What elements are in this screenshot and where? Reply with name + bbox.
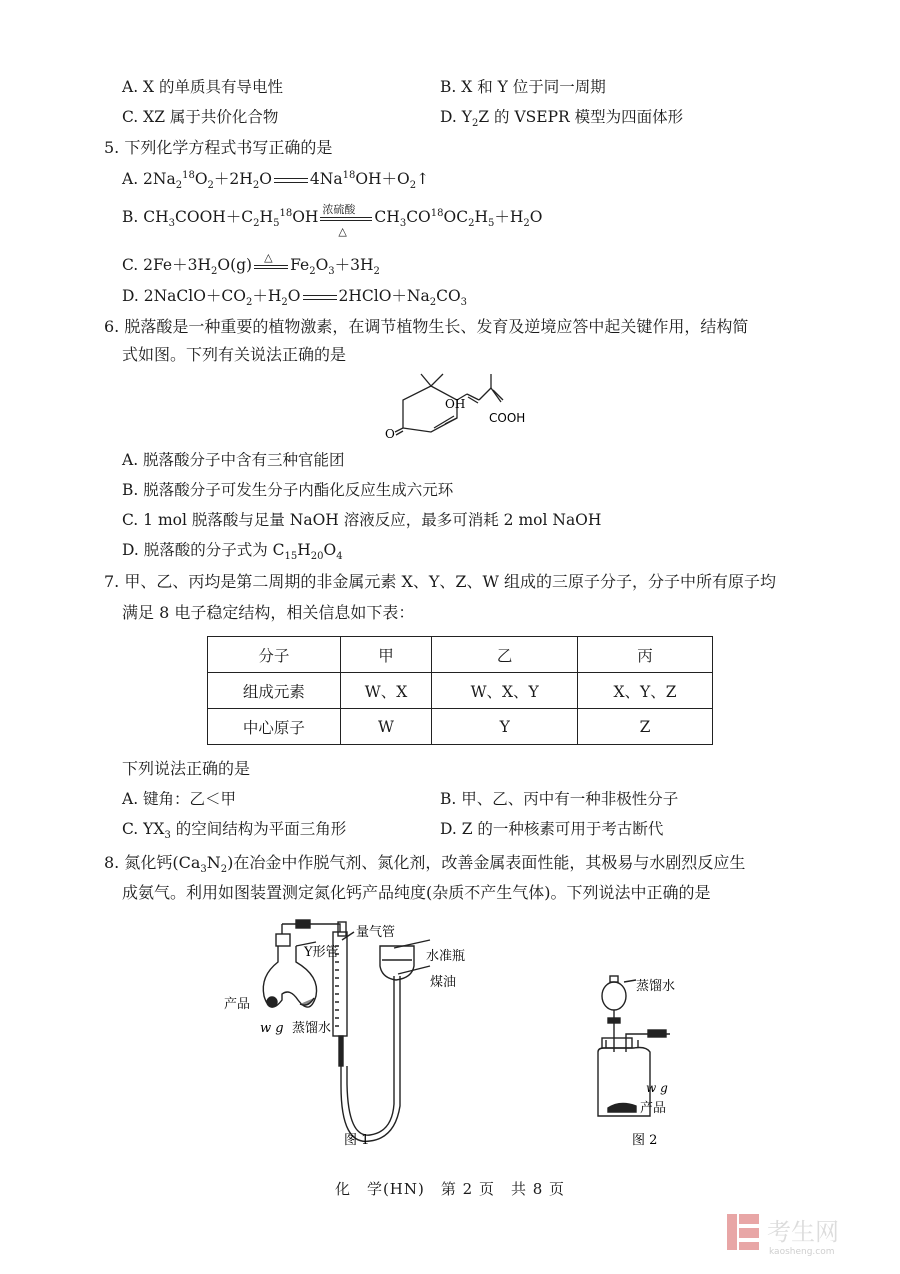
table-cell: 组成元素: [208, 673, 341, 709]
q5-option-a: A. $2Na_2^{18}O_2+2H_2O$ $4Na^{18}OH+O_2↑$: [122, 169, 430, 192]
q6-option-d: D. 脱落酸的分子式为 $C_{15}H_{20}O_4$: [122, 541, 343, 563]
table-cell: W、X: [340, 673, 432, 709]
q5-b-catalyst: 浓硫酸: [322, 203, 356, 216]
label-gas-tube: 量气管: [356, 925, 396, 940]
table-header-cell: 丙: [578, 637, 713, 673]
q6-stem-line1: 6. 脱落酸是一种重要的植物激素，在调节植物生长、发育及逆境应答中起关键作用，结构简: [104, 317, 749, 336]
table-cell: Y: [432, 709, 578, 745]
figure-2-apparatus: [580, 966, 700, 1156]
q4-option-d: D. $Y_2Z$ 的 VSEPR 模型为四面体形: [440, 108, 684, 130]
q7-stem-line1: 7. 甲、乙、丙均是第二周期的非金属元素 X、Y、Z、W 组成的三原子分子，分子中所有原子均: [104, 572, 777, 591]
q7-option-b: B. 甲、乙、丙中有一种非极性分子: [440, 790, 679, 808]
label-water-bottle: 水准瓶: [426, 949, 466, 964]
table-cell: 中心原子: [208, 709, 341, 745]
table-header-cell: 乙: [432, 637, 578, 673]
watermark-brand: 考生网: [767, 1218, 839, 1246]
q7-info-table: [207, 636, 713, 745]
table-cell: W: [340, 709, 432, 745]
q6-option-b: B. 脱落酸分子可发生分子内酯化反应生成六元环: [122, 481, 454, 499]
struct-cooh: COOH: [489, 411, 526, 425]
q5-c-heat: △: [264, 251, 273, 264]
label-water-1: 蒸馏水: [292, 1021, 332, 1036]
q5-option-d: D. $2NaClO+CO_2+H_2O$ $2HClO+Na_2CO_3$: [122, 287, 468, 309]
q8-stem-line2: 成氨气。利用如图装置测定氮化钙产品纯度(杂质不产生气体)。下列说法中正确的是: [122, 883, 711, 902]
q5-b-heat: △: [338, 225, 347, 238]
caption-figure-1: 图 1: [344, 1133, 370, 1148]
label-kerosene: 煤油: [430, 975, 457, 990]
table-header-cell: 分子: [208, 637, 341, 673]
table-header-cell: 甲: [340, 637, 432, 673]
table-header-row: [208, 637, 713, 673]
label-y-tube: Y形管: [304, 945, 339, 960]
abscisic-acid-structure: [385, 366, 545, 442]
q7-stem-line2: 满足 8 电子稳定结构，相关信息如下表：: [122, 603, 415, 622]
label-product-1: 产品: [224, 997, 251, 1012]
q7-option-a: A. 键角：乙＜甲: [122, 790, 237, 808]
q6-option-a: A. 脱落酸分子中含有三种官能团: [122, 451, 345, 469]
q4-option-c: C. XZ 属于共价化合物: [122, 108, 279, 126]
page-footer: 化 学(HN) 第 2 页 共 8 页: [334, 1180, 566, 1198]
q5-option-c: C. $2Fe+3H_2O(g)$ △ $Fe_2O_3+3H_2$: [122, 254, 380, 277]
label-product-2: 产品: [640, 1101, 667, 1116]
caption-figure-2: 图 2: [632, 1133, 658, 1148]
table-cell: X、Y、Z: [578, 673, 713, 709]
table-cell: Z: [578, 709, 713, 745]
label-water-2: 蒸馏水: [636, 979, 676, 994]
watermark-logo: [723, 1208, 883, 1258]
q5-stem: 5. 下列化学方程式书写正确的是: [104, 138, 333, 157]
table-cell: W、X、Y: [432, 673, 578, 709]
q6-option-c: C. 1 mol 脱落酸与足量 NaOH 溶液反应，最多可消耗 2 mol NaOH: [122, 511, 602, 529]
q7-option-d: D. Z 的一种核素可用于考古断代: [440, 820, 664, 838]
q5-option-b: B. $CH_3COOH+C_2H_5^{18}OH$ 浓硫酸 △ $CH_3CO^{18}OC_2H_5+H_2O$: [122, 206, 542, 229]
table-row: [208, 673, 713, 709]
q7-option-c: C. $YX_3$ 的空间结构为平面三角形: [122, 820, 347, 842]
q6-stem-line2: 式如图。下列有关说法正确的是: [122, 345, 347, 364]
q7-prompt: 下列说法正确的是: [122, 759, 251, 778]
struct-o: O: [385, 427, 395, 441]
label-mass-1: w g: [260, 1021, 284, 1036]
figure-1-apparatus: [220, 916, 500, 1156]
q8-stem-line1: 8. 氮化钙$(Ca_3N_2)$在冶金中作脱气剂、氮化剂，改善金属表面性能，其极易与水剧烈反应生: [104, 853, 746, 876]
watermark-url: kaosheng.com: [769, 1247, 835, 1257]
struct-oh: OH: [445, 397, 466, 411]
q4-option-a: A. X 的单质具有导电性: [122, 78, 284, 96]
label-mass-2: w g: [646, 1081, 668, 1095]
q4-option-b: B. X 和 Y 位于同一周期: [440, 78, 606, 96]
table-row: [208, 709, 713, 745]
